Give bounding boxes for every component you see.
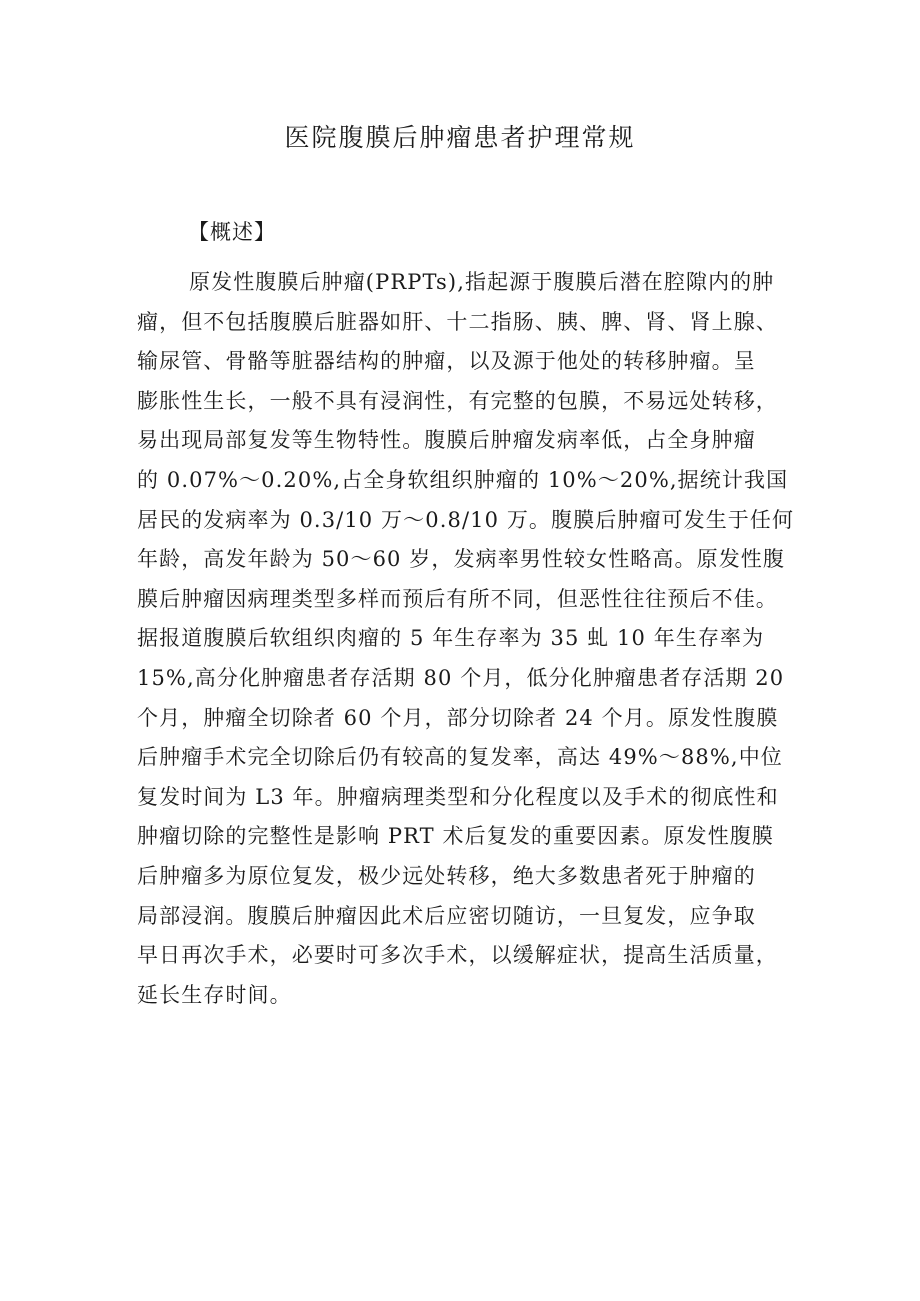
paragraph-line: 原发性腹膜后肿瘤(PRPTs),指起源于腹膜后潜在腔隙内的肿	[189, 270, 775, 294]
paragraph-line: 延长生存时间。	[137, 982, 292, 1007]
page-title: 医院腹膜后肿瘤患者护理常规	[284, 123, 636, 152]
section-heading-overview: 【概述】	[188, 220, 276, 244]
paragraph-line: 膨胀性生长，一般不具有浸润性，有完整的包膜，不易远处转移，	[137, 388, 778, 413]
paragraph-line: 瘤，但不包括腹膜后脏器如肝、十二指肠、胰、脾、肾、肾上腺、	[137, 309, 778, 334]
paragraph-line: 个月，肿瘤全切除者 60 个月，部分切除者 24 个月。原发性腹膜	[137, 705, 779, 730]
paragraph-line: 后肿瘤多为原位复发，极少远处转移，绝大多数患者死于肿瘤的	[137, 863, 756, 888]
paragraph-line: 早日再次手术，必要时可多次手术，以缓解症状，提高生活质量，	[137, 943, 778, 968]
paragraph-line: 膜后肿瘤因病理类型多样而预后有所不同，但恶性往往预后不佳。	[137, 586, 778, 611]
paragraph-line: 的 0.07%～0.20%,占全身软组织肿瘤的 10%～20%,据统计我国	[137, 467, 789, 492]
paragraph-line: 肿瘤切除的完整性是影响 PRT 术后复发的重要因素。原发性腹膜	[137, 824, 775, 849]
overview-paragraph	[137, 263, 797, 1015]
paragraph-line: 复发时间为 L3 年。肿瘤病理类型和分化程度以及手术的彻底性和	[137, 784, 779, 809]
paragraph-line: 15%,高分化肿瘤患者存活期 80 个月，低分化肿瘤患者存活期 20	[137, 665, 785, 690]
paragraph-line: 年龄，高发年龄为 50～60 岁，发病率男性较女性略高。原发性腹	[137, 547, 785, 572]
paragraph-line: 输尿管、骨骼等脏器结构的肿瘤，以及源于他处的转移肿瘤。呈	[137, 349, 756, 374]
paragraph-line: 局部浸润。腹膜后肿瘤因此术后应密切随访，一旦复发，应争取	[137, 903, 756, 928]
paragraph-line: 据报道腹膜后软组织肉瘤的 5 年生存率为 35 虬 10 年生存率为	[137, 626, 765, 651]
paragraph-line: 易出现局部复发等生物特性。腹膜后肿瘤发病率低，占全身肿瘤	[137, 428, 756, 453]
paragraph-line: 后肿瘤手术完全切除后仍有较高的复发率，高达 49%～88%,中位	[137, 745, 783, 770]
paragraph-line: 居民的发病率为 0.3/10 万～0.8/10 万。腹膜后肿瘤可发生于任何	[137, 507, 795, 532]
